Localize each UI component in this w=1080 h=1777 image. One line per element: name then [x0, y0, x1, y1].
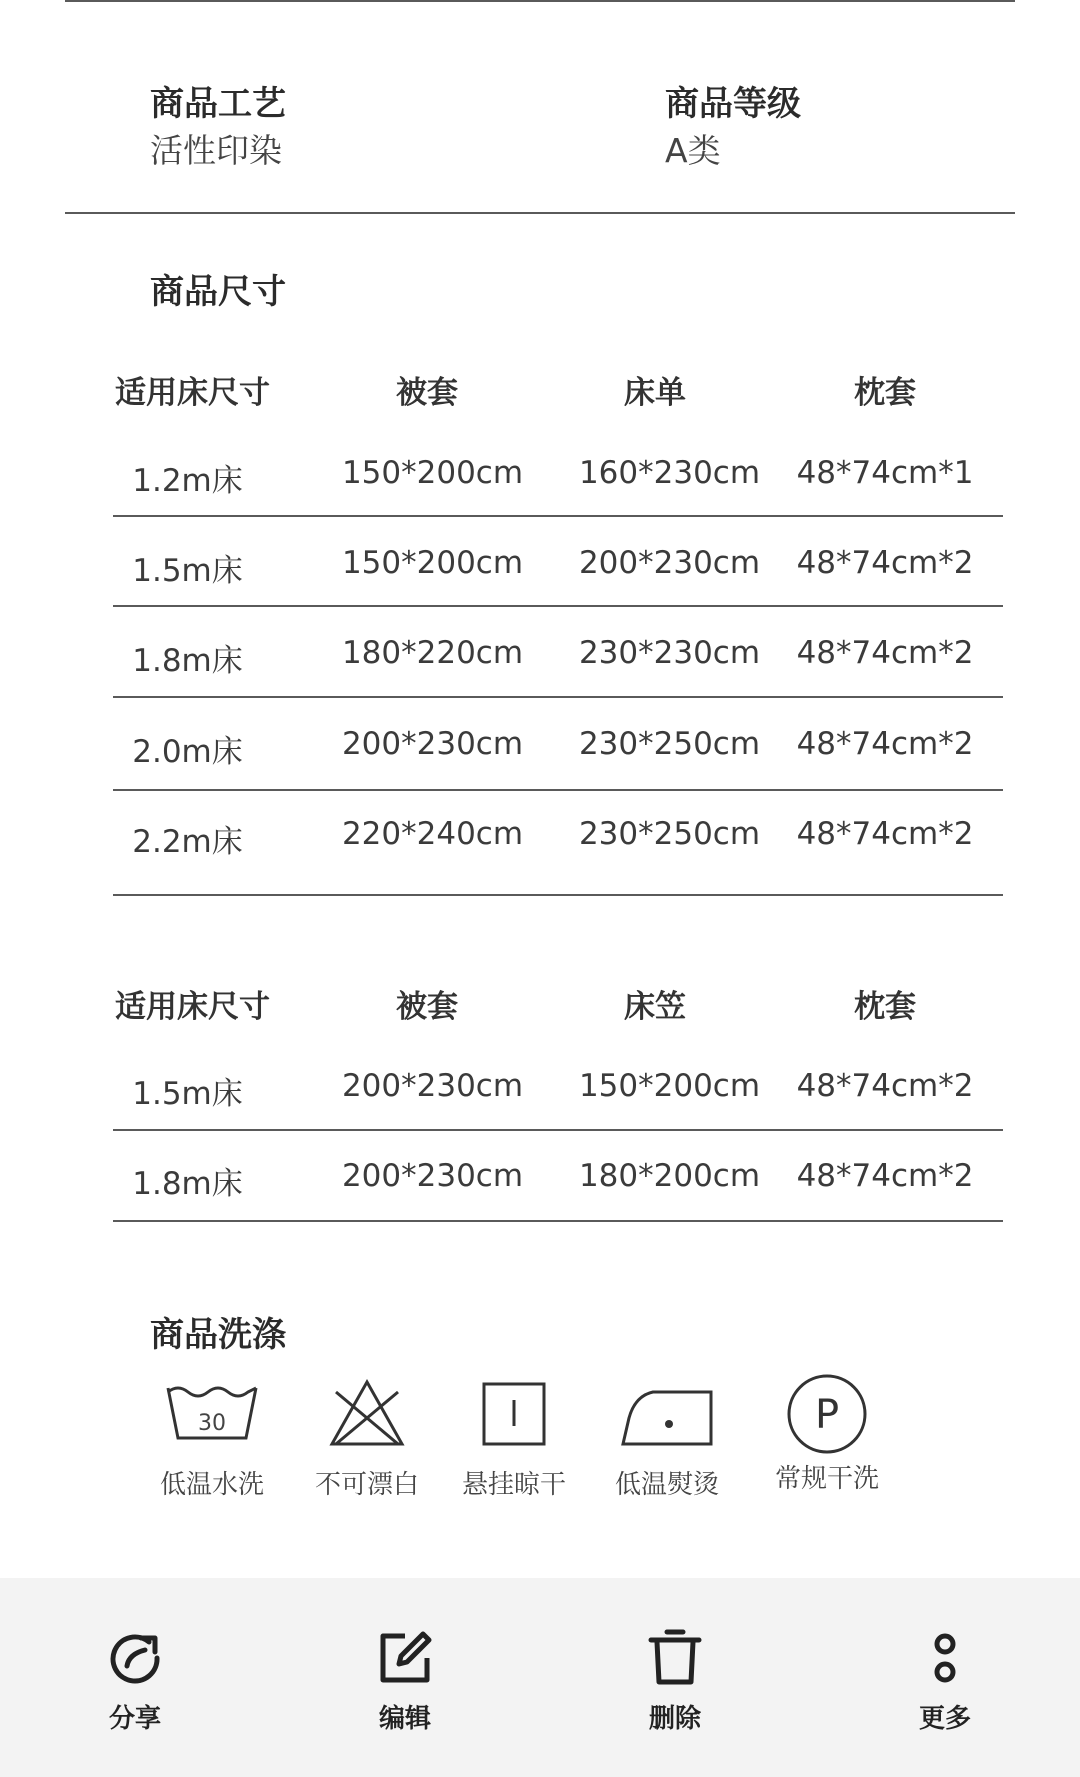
- hang-dry-icon: [474, 1378, 554, 1450]
- table-cell: 48*74cm*2: [796, 816, 974, 852]
- craft-value: 活性印染: [150, 131, 282, 170]
- table1-header-size: 适用床尺寸: [115, 375, 270, 411]
- row-divider: [113, 789, 1003, 791]
- care-item-low-iron: [597, 1378, 737, 1501]
- dry-clean-symbol: P: [814, 1392, 840, 1438]
- row-divider: [113, 605, 1003, 607]
- table-row: 2.0m床: [132, 734, 243, 770]
- delete-button[interactable]: [610, 1628, 740, 1735]
- row-divider: [113, 1129, 1003, 1131]
- table-row: 1.8m床: [132, 1166, 243, 1202]
- table-cell: 150*200cm: [341, 545, 524, 581]
- table-cell: 150*200cm: [341, 455, 524, 491]
- edit-label: 编辑: [378, 1704, 431, 1734]
- low-iron-icon: [617, 1378, 717, 1450]
- table-cell: 48*74cm*2: [796, 635, 974, 671]
- wash-temperature-text: 30: [198, 1411, 226, 1436]
- table1-header-pillowcase: 枕套: [854, 375, 916, 411]
- table-cell: 48*74cm*2: [796, 1068, 974, 1104]
- care-label: 悬挂晾干: [461, 1470, 566, 1500]
- table2-header-pillowcase: 枕套: [854, 989, 916, 1025]
- top-divider: [65, 0, 1015, 2]
- table-cell: 200*230cm: [341, 726, 524, 762]
- table1-header-duvet: 被套: [396, 375, 458, 411]
- trash-icon: [645, 1628, 705, 1688]
- share-icon: [105, 1628, 165, 1688]
- table-cell: 200*230cm: [578, 545, 761, 581]
- table1-header-sheet: 床单: [624, 375, 686, 411]
- care-item-low-temp-wash: [142, 1378, 282, 1501]
- row-divider: [113, 696, 1003, 698]
- table-row: 1.2m床: [132, 463, 243, 499]
- care-label: 不可漂白: [314, 1470, 419, 1500]
- bottom-action-bar: [0, 1578, 1080, 1777]
- craft-label: 商品工艺: [150, 84, 286, 124]
- size-section-title: 商品尺寸: [150, 272, 286, 312]
- table-cell: 180*220cm: [341, 635, 524, 671]
- table-row: 1.8m床: [132, 643, 243, 679]
- wash-30-icon: [164, 1378, 260, 1450]
- more-label: 更多: [918, 1704, 971, 1734]
- table-cell: 230*230cm: [578, 635, 761, 671]
- table2-header-duvet: 被套: [396, 989, 458, 1025]
- table2-header-fitted-sheet: 床笠: [624, 989, 686, 1025]
- row-divider: [113, 894, 1003, 896]
- table-cell: 48*74cm*1: [796, 455, 974, 491]
- table2-header-size: 适用床尺寸: [115, 989, 270, 1025]
- row-divider: [113, 515, 1003, 517]
- table-row: 1.5m床: [132, 553, 243, 589]
- table-cell: 48*74cm*2: [796, 1158, 974, 1194]
- table-cell: 230*250cm: [578, 726, 761, 762]
- edit-icon: [375, 1628, 435, 1688]
- dry-clean-icon: [785, 1372, 869, 1456]
- table-cell: 220*240cm: [341, 816, 524, 852]
- care-label: 低温熨烫: [614, 1470, 719, 1500]
- more-icon: [915, 1628, 975, 1688]
- table-row: 2.2m床: [132, 824, 243, 860]
- care-label: 低温水洗: [159, 1470, 264, 1500]
- share-button[interactable]: [70, 1628, 200, 1735]
- care-item-no-bleach: [297, 1378, 437, 1501]
- info-divider: [65, 212, 1015, 214]
- delete-label: 删除: [648, 1704, 701, 1734]
- share-label: 分享: [108, 1704, 161, 1734]
- no-bleach-icon: [322, 1378, 412, 1450]
- table-cell: 48*74cm*2: [796, 545, 974, 581]
- care-label: 常规干洗: [774, 1464, 879, 1494]
- edit-button[interactable]: [340, 1628, 470, 1735]
- table-cell: 200*230cm: [341, 1158, 524, 1194]
- row-divider: [113, 1220, 1003, 1222]
- table-cell: 200*230cm: [341, 1068, 524, 1104]
- care-section-title: 商品洗涤: [150, 1315, 286, 1355]
- table-row: 1.5m床: [132, 1076, 243, 1112]
- grade-value: A类: [665, 131, 721, 170]
- table-cell: 150*200cm: [578, 1068, 761, 1104]
- table-cell: 180*200cm: [578, 1158, 761, 1194]
- care-item-hang-dry: [444, 1378, 584, 1501]
- table-cell: 230*250cm: [578, 816, 761, 852]
- table-cell: 160*230cm: [578, 455, 761, 491]
- table-cell: 48*74cm*2: [796, 726, 974, 762]
- more-button[interactable]: [880, 1628, 1010, 1735]
- care-item-dry-clean: [757, 1378, 897, 1495]
- grade-label: 商品等级: [665, 84, 801, 124]
